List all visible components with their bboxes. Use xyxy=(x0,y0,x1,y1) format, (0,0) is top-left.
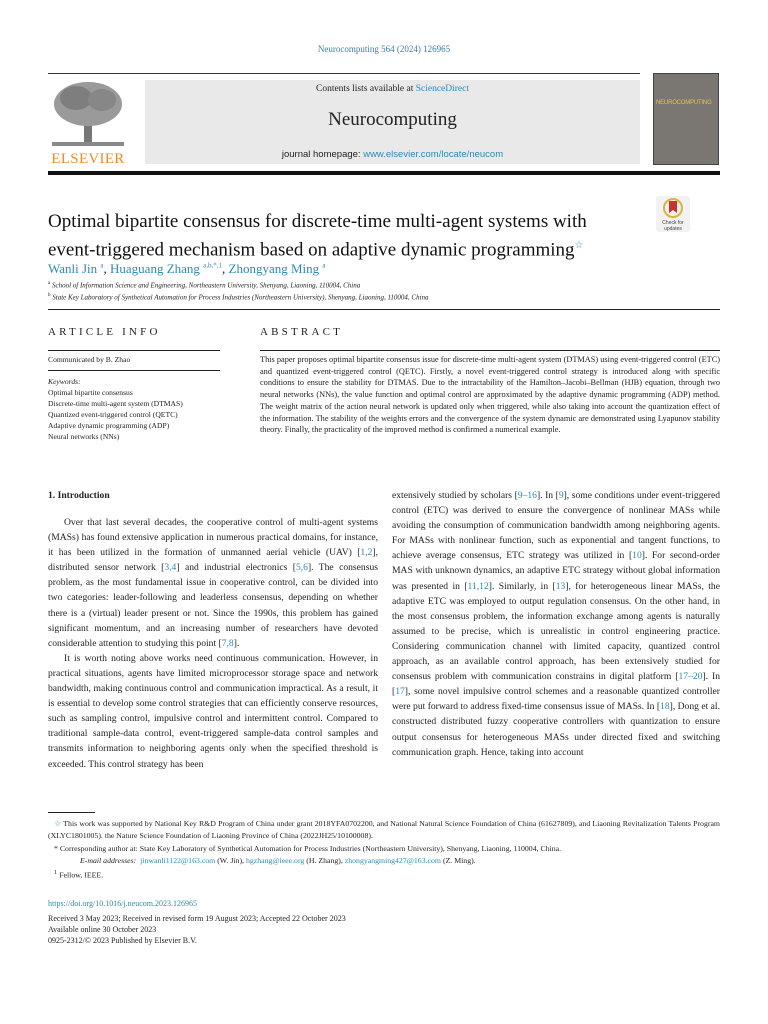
email-owner: (H. Zhang), xyxy=(306,855,343,865)
keyword: Discrete-time multi-agent system (DTMAS) xyxy=(48,399,183,408)
email-link[interactable]: zhongyangming427@163.com xyxy=(344,855,441,865)
citation-link[interactable]: 10 xyxy=(632,550,642,562)
affiliation-text: State Key Laboratory of Synthetical Automation for Process Industries (Northeastern University), Shenyang, Liaoning, 110004, China xyxy=(52,293,429,302)
sciencedirect-link[interactable]: ScienceDirect xyxy=(415,84,469,94)
citation-link[interactable]: 17–20 xyxy=(678,671,703,683)
paragraph xyxy=(392,488,720,760)
homepage-label: journal homepage: xyxy=(281,149,364,160)
journal-title: Neurocomputing xyxy=(328,109,457,130)
publication-info xyxy=(48,898,346,946)
divider xyxy=(48,73,640,74)
paragraph-text: ]. In [ xyxy=(392,671,721,698)
paragraph-text: ], distributed sensor network [ xyxy=(48,547,378,574)
journal-banner xyxy=(145,80,640,164)
footnote-funding xyxy=(48,818,720,843)
email-link[interactable]: jinwanli1122@163.com xyxy=(140,855,216,865)
citation-link[interactable]: 9 xyxy=(558,490,564,501)
paragraph-text: ]. In [ xyxy=(536,490,559,501)
article-info-heading: ARTICLE INFO xyxy=(48,326,161,338)
footnote-text: Corresponding author at: State Key Laboratory of Synthetical Automation for Process Industries (Northeastern University), Shenyang, Liaoning, 110004, China. xyxy=(59,843,562,853)
journal-reference[interactable]: Neurocomputing 564 (2024) 126965 xyxy=(317,44,451,54)
affiliation-mark: b xyxy=(48,293,51,298)
keyword: Neural networks (NNs) xyxy=(48,432,120,441)
paragraph-text: ]. The consensus problem, as the most fundamental issue in cooperative control, can be divided into two categories: leader-following and leaderless consensus, depending on whether there is a (virtual) leader present or not. Since the 1990s, this problem has gained significant momentum, and an increasing number of researchers have devoted considerable attention to studying this point [ xyxy=(48,562,378,649)
citation-link[interactable]: 3,4 xyxy=(164,562,177,574)
copyright: 0925-2312/© 2023 Published by Elsevier B.V. xyxy=(48,936,197,945)
divider xyxy=(48,370,220,371)
elsevier-logo[interactable] xyxy=(48,78,128,168)
paragraph xyxy=(48,515,378,651)
divider xyxy=(260,350,720,351)
footnote-text: Fellow, IEEE. xyxy=(59,870,104,880)
available-online: Available online 30 October 2023 xyxy=(48,925,157,934)
divider xyxy=(48,350,220,351)
homepage-line xyxy=(145,149,640,160)
author[interactable]: Zhongyang Ming xyxy=(228,261,320,276)
author-affiliation-mark[interactable]: a,b,*,1 xyxy=(203,261,223,270)
check-updates-icon xyxy=(663,198,683,218)
paragraph-text: ], Dong et al. constructed distributed fuzzy cooperative controllers with quantization to ensure output consensus for heterogeneous MASs under directed fixed and switching communication graph. Hence, taking into account xyxy=(392,701,720,758)
contents-label: Contents lists available at xyxy=(315,84,416,94)
paragraph-text: ], for heterogeneous linear MASs, the adaptive ETC was employed to output regulation consensus. On the other hand, in the most consensus problem, the information exchange among agents is naturally assumed to be precise, which is unrealistic in control engineering practice. Considering communication channel with limited capacity, quantized control approach, as an available control approach, has been extensively studied for consensus problem with communication constrains in digital platform [ xyxy=(392,580,720,683)
abstract-heading: ABSTRACT xyxy=(260,326,344,338)
article-title xyxy=(48,210,628,262)
right-column xyxy=(392,488,720,760)
footnotes xyxy=(48,818,720,882)
cover-title: NEUROCOMPUTING xyxy=(656,100,712,106)
affiliation xyxy=(48,293,429,301)
citation-link[interactable]: 11,12 xyxy=(467,580,489,592)
footnote-fellow xyxy=(48,867,720,882)
publisher-logo-text: ELSEVIER xyxy=(51,151,125,167)
received-dates: Received 3 May 2023; Received in revised form 19 August 2023; Accepted 22 October 2023 xyxy=(48,914,346,923)
paragraph-text: ], some conditions under event-triggered control (ETC) was derived to ensure the convergence of nonlinear MASs while avoiding the consumption of communication bandwidth among neighboring agents. For MASs with nonlinear function, such as exponential and tangent functions, to achieve average consensus, ETC strategy was utilized in [ xyxy=(392,490,720,562)
citation-link[interactable]: 5,6 xyxy=(295,562,308,574)
paragraph-text: Over that last several decades, the cooperative control of multi-agent systems (MASs) has found extensive application in numerous practical domains, for instance, it has been utilized in the formation of unmanned aerial vehicle (UAV) [ xyxy=(48,517,378,559)
contents-line xyxy=(145,84,640,94)
citation-link[interactable]: 1,2 xyxy=(360,547,373,559)
footnote-corresponding xyxy=(48,843,720,855)
check-updates-label: Check for updates xyxy=(662,220,684,232)
divider xyxy=(48,309,720,310)
paragraph-text: ]. Similarly, in [ xyxy=(488,580,556,592)
footnote-emails xyxy=(48,855,720,867)
title-footnote-mark[interactable]: ☆ xyxy=(574,240,584,251)
email-owner: (Z. Ming). xyxy=(442,855,476,865)
homepage-link[interactable]: www.elsevier.com/locate/neucom xyxy=(363,149,504,160)
footnote-mark: * xyxy=(54,843,58,853)
left-column xyxy=(48,515,378,772)
author[interactable]: Wanli Jin xyxy=(48,261,98,276)
paragraph-text: It is worth noting above works need continuous communication. However, in practical situations, agents have limited microprocessor storage space and network bandwidth, making continuous control and communication impractical. As a result, it is essential to develop some control strategies that can efficiently conserve resources, such as sampling control, impulsive control and intermittent control. Compared to traditional sample-data control, event-triggered sample-data control samples and transmits information to neighboring agents only when the specified threshold is exceeded. This control strategy has been xyxy=(48,652,378,770)
footnote-mark: ☆ xyxy=(54,819,62,828)
author-affiliation-mark[interactable]: a xyxy=(322,261,326,270)
doi-link[interactable]: https://doi.org/10.1016/j.neucom.2023.126965 xyxy=(48,899,197,908)
paragraph-text: ] and industrial electronics [ xyxy=(176,562,296,574)
citation-link[interactable]: 17 xyxy=(395,686,405,698)
abstract-text: This paper proposes optimal bipartite consensus issue for discrete-time multi-agent system (DTMAS) using event-triggered control (ETC) and quantized event-triggered control (QETC). Firstly, a novel event-triggered control strategy is introduced along with specific conditions to ensure the stability for DTMAS. Due to the intractability of the Hamilton–Jacobi–Bellman (HJB) equation, through two neural networks (NNs), the value function and optimal control are approximated by the adaptive dynamic programming (ADP) method. The weight matrix of the action neural network is updated only when triggered, while also taking into account the quantization effect of the information. The stability of the weights errors and the convergence of the system dynamic are demonstrated using Lyapunov stability theory. Finally, the practicality of the improved method is confirmed a numerical example. xyxy=(260,355,720,435)
check-for-updates-button[interactable] xyxy=(656,196,690,232)
paragraph-text: ], some novel impulsive control schemes and a reasonable quantized controller were put forward to address fixed-time consensus issue of MASs. In [ xyxy=(392,686,720,713)
paragraph-text: ]. For second-order MAS with unknown dynamics, an adaptive ETC strategy without global information was presented in [ xyxy=(392,550,720,592)
section-heading-introduction: 1. Introduction xyxy=(48,490,110,501)
citation-link[interactable]: 18 xyxy=(660,701,670,713)
paragraph-text: ]. xyxy=(233,637,240,649)
email-link[interactable]: hgzhang@ieee.org xyxy=(245,855,305,865)
citation-link[interactable]: 7,8 xyxy=(221,637,234,649)
header-bar xyxy=(48,171,720,175)
keywords-label: Keywords: xyxy=(48,377,81,386)
keyword: Optimal bipartite consensus xyxy=(48,388,133,397)
author-list: Wanli Jin $^a$, Huaguang Zhang $^{a,b,*,1}$, Zhongyang Ming $^a$ xyxy=(48,261,326,276)
affiliation-text: School of Information Science and Engineering, Northeastern University, Shenyang, Liaoning, 110004, China xyxy=(51,281,361,290)
footnote-mark: 1 xyxy=(54,869,58,877)
footnote-divider xyxy=(48,812,95,813)
citation-link[interactable]: 13 xyxy=(555,580,566,592)
email-owner: (W. Jin), xyxy=(217,855,244,865)
affiliation-mark: a xyxy=(48,281,51,286)
paragraph xyxy=(48,651,378,772)
citation-link[interactable]: 9–16 xyxy=(517,490,537,501)
email-label: E-mail addresses: xyxy=(80,855,137,865)
title-text: Optimal bipartite consensus for discrete-time multi-agent systems with event-triggered mechanism based on adaptive dynamic programming xyxy=(48,211,587,261)
author[interactable]: Huaguang Zhang xyxy=(110,261,200,276)
paragraph-text: extensively studied by scholars [ xyxy=(392,490,518,501)
tree-icon xyxy=(48,78,128,148)
keyword: Adaptive dynamic programming (ADP) xyxy=(48,421,170,430)
journal-cover[interactable] xyxy=(653,73,719,165)
keywords xyxy=(48,376,183,442)
author-affiliation-mark[interactable]: a xyxy=(100,261,104,270)
affiliation xyxy=(48,281,360,289)
keyword: Quantized event-triggered control (QETC) xyxy=(48,410,178,419)
communicated-by: Communicated by B. Zhao xyxy=(48,355,131,364)
footnote-text: This work was supported by National Key R&D Program of China under grant 2018YFA0702200, and National Natural Science Foundation of China (61627809), and Liaoning Revitalization Talents Program (XLYC1801005). the Nature Science Foundation of Liaoning Province of China (2022JH25/10100008). xyxy=(48,819,720,841)
